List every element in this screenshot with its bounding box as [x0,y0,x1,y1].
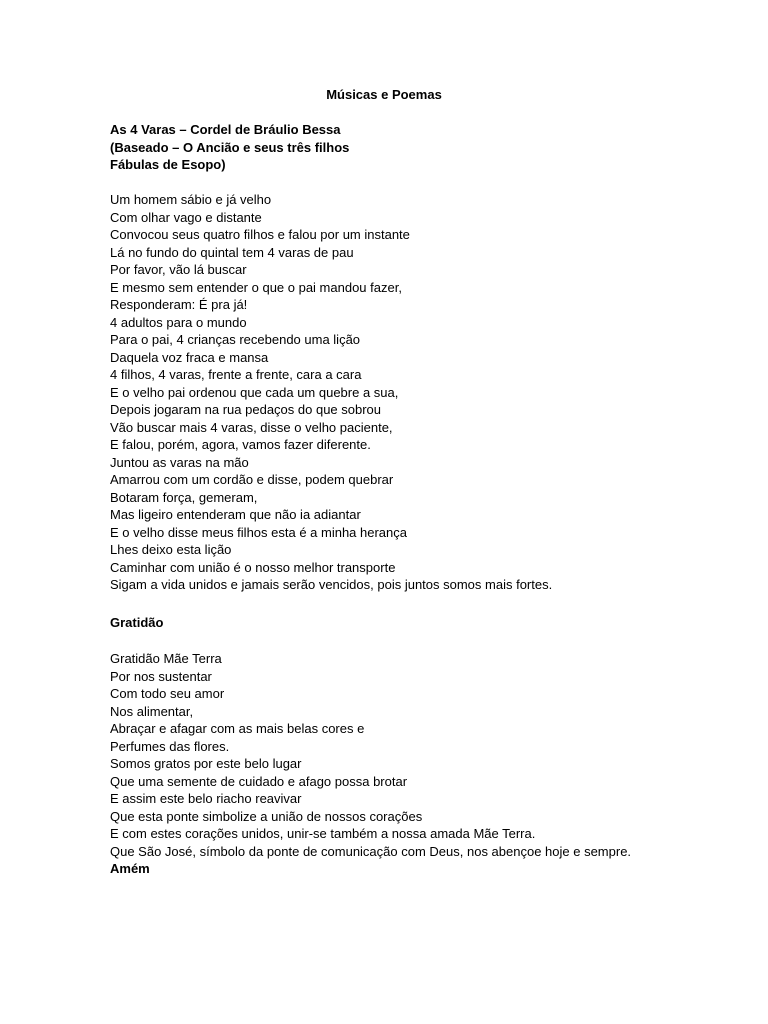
poem2-closing: Amém [110,861,150,876]
poem-line: Que esta ponte simbolize a união de nossos corações [110,808,423,824]
poem-line: Com todo seu amor [110,686,225,701]
poem-line: E mesmo sem entender o que o pai mandou fazer, [110,279,402,295]
poem1-header [110,121,730,174]
poem-line: Convocou seus quatro filhos e falou por um instante [110,227,410,242]
poem-line: E o velho pai ordenou que cada um quebre a sua, [110,384,399,400]
poem1-title: As 4 Varas – Cordel de Bráulio Bessa [110,122,341,137]
poem-line: Depois jogaram na rua pedaços do que sobrou [110,402,382,417]
poem-line: Lhes deixo esta lição [110,542,232,557]
poem1-source-line: (Baseado – O Ancião e seus três filhos [110,139,350,155]
poem-line: Caminhar com união é o nosso melhor transporte [110,559,396,575]
poem2-header [110,614,730,632]
poem-line: Por nos sustentar [110,668,212,684]
poem-line: Nos alimentar, [110,703,194,719]
poem-line: Mas ligeiro entenderam que não ia adiantar [110,507,361,522]
poem2-body [110,650,730,878]
poem-line: Por favor, vão lá buscar [110,262,247,277]
poem-line: Que São José, símbolo da ponte de comunicação com Deus, nos abençoe hoje e sempre. [110,843,632,859]
poem-line: E com estes corações unidos, unir-se também a nossa amada Mãe Terra. [110,826,536,841]
poem-line: Gratidão Mãe Terra [110,651,222,666]
poem2-title: Gratidão [110,615,164,630]
poem-line: Perfumes das flores. [110,738,230,754]
poem-line: E falou, porém, agora, vamos fazer diferente. [110,437,371,452]
poem-line: Amarrou com um cordão e disse, podem quebrar [110,472,394,487]
poem-line: Sigam a vida unidos e jamais serão vencidos, pois juntos somos mais fortes. [110,577,553,592]
poem-line: E assim este belo riacho reavivar [110,791,302,806]
poem-line: Juntou as varas na mão [110,454,249,470]
poem-line: Para o pai, 4 crianças recebendo uma lição [110,332,361,347]
poem-line: Vão buscar mais 4 varas, disse o velho paciente, [110,419,393,435]
poem-line: E o velho disse meus filhos esta é a minha herança [110,524,408,540]
poem-line: Com olhar vago e distante [110,209,262,225]
document-title: Músicas e Poemas [326,87,442,102]
poem-line: 4 adultos para o mundo [110,314,247,330]
poem-line: Lá no fundo do quintal tem 4 varas de pau [110,244,354,260]
poem-line: Abraçar e afagar com as mais belas cores e [110,721,365,736]
poem1-source-line: Fábulas de Esopo) [110,157,226,172]
poem-line: Responderam: É pra já! [110,297,248,312]
poem-line: Um homem sábio e já velho [110,192,272,207]
poem-line: Botaram força, gemeram, [110,489,258,505]
poem-line: Daquela voz fraca e mansa [110,349,269,365]
poem-line: Somos gratos por este belo lugar [110,756,302,771]
poem-line: Que uma semente de cuidado e afago possa brotar [110,773,408,789]
poem1-body [110,191,730,594]
poem-line: 4 filhos, 4 varas, frente a frente, cara a cara [110,367,362,382]
